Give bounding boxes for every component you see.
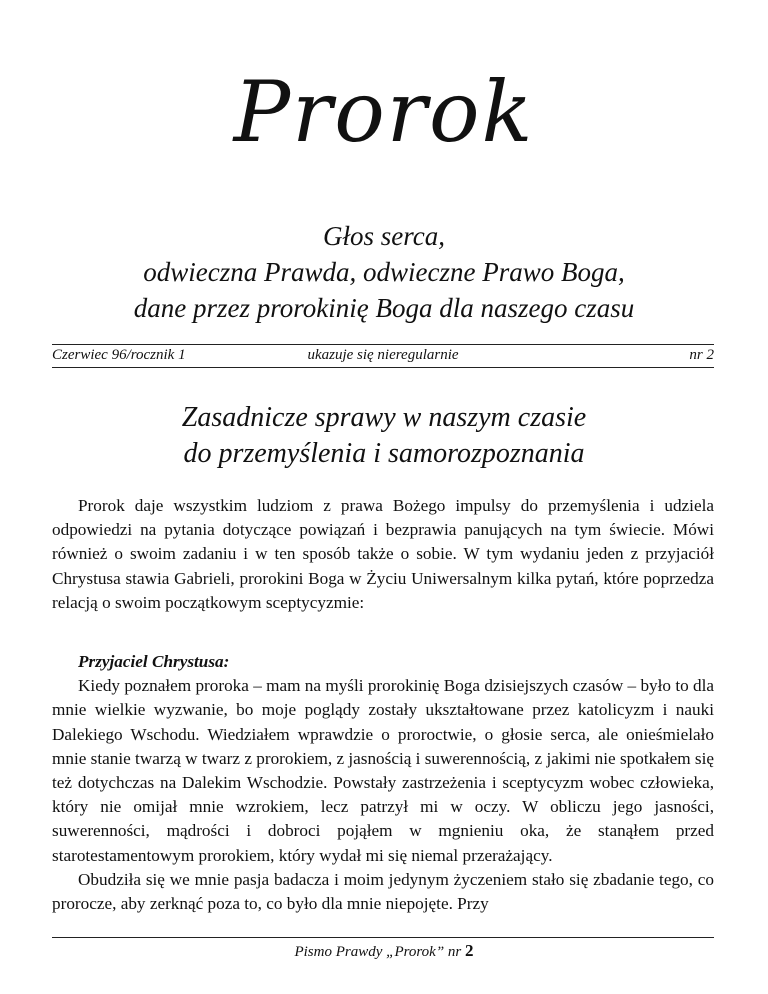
intro-text: Prorok daje wszystkim ludziom z prawa Bożego impulsy do przemyślenia i udziela odpowiedzi na pytania dotyczące powiązań i bezprawia panujących na tym świecie. Mówi również o swoim zadaniu i w ten sposób także o sobie. W tym wydaniu jeden z przyjaciół Chrystusa stawia Gabrieli, prorokini Boga w Życiu Uniwersalnym kilka pytań, które poprzedza relacją o swoim początkowym sceptycyzmie: [52,496,714,612]
masthead-title: Prorok [233,63,535,161]
issue-date: Czerwiec 96/rocznik 1 [52,347,186,363]
interview-section [52,650,714,916]
page-number: 2 [465,941,474,960]
article-title-line-1: Zasadnicze sprawy w naszym czasie [181,402,587,433]
page-footer [0,941,768,962]
footer-divider [52,937,714,938]
speaker-heading: Przyjaciel Chrystusa: [78,652,230,671]
subtitle-line-3: dane przez prorokinię Boga dla naszego czasu [133,293,635,323]
issue-number: nr 2 [689,347,714,363]
issue-info-bar [52,344,714,368]
subtitle-line-1: Głos serca, [323,221,445,251]
subtitle-line-2: odwieczna Prawda, odwieczne Prawo Boga, [143,257,625,287]
issue-frequency: ukazuje się nieregularnie [307,347,459,363]
article-title-line-2: do przemyślenia i samorozpoznania [183,438,585,469]
body-paragraph-1: Kiedy poznałem proroka – mam na myśli prorokinię Boga dzisiejszych czasów – było to dla mnie wielkie wyzwanie, bo moje poglądy zostały ukształtowane przez katolicyzm i nauki Dalekiego Wschodu. Wiedziałem wprawdzie o proroctwie, o głosie serca, ale onieśmielało mnie stanie twarzą w twarz z prorokiem, z jasnością i suwerennością, z jakimi nie spotkałem się też dotychczas na Dalekim Wschodzie. Powstały zastrzeżenia i sceptycyzm wobec człowieka, który nie omijał mnie wzrokiem, lecz patrzył mi w oczy. W obliczu jego jasności, suwerenności, mądrości i dobroci pojąłem w mgnieniu oka, że stanąłem przed starotestamentowym prorokiem, który wydał mi się niemal przerażający. [52,676,714,865]
body-paragraph-2: Obudziła się we mnie pasja badacza i moim jedynym życzeniem stało się zbadanie tego, co prorocze, aby zerknąć poza to, co było dla mnie niepojęte. Przy [52,869,714,914]
subtitle [0,218,768,326]
footer-label: Pismo Prawdy „Prorok” nr [294,944,462,960]
intro-paragraph [52,494,714,615]
article-title [0,400,768,472]
